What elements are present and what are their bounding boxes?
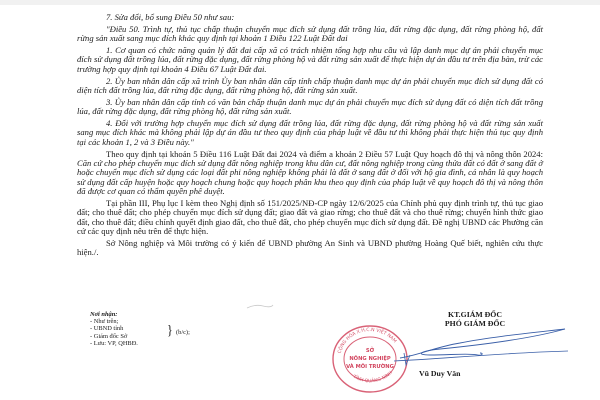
signature-title-line1: KT.GIÁM ĐỐC <box>448 310 502 319</box>
document-body <box>77 13 543 260</box>
recipient-item: - Giám đốc Sở <box>90 332 128 340</box>
item-7-heading: 7. Sửa đổi, bổ sung Điều 50 như sau: <box>106 12 235 22</box>
decree-paragraph: Tại phần III, Phụ lục I kèm theo Nghị định số 151/2025/NĐ-CP ngày 12/6/2025 của Chính phủ quy định trình tự, thủ tục giao đất; cho thuê đất; cho phép chuyển mục đích sử dụng đất; giao đất và giao rừng; cho thuê đất và cho thuê rừng; chuyển hình thức giao đất, cho thuê đất; điều chỉnh quyết định giao đất, cho thuê đất, cho phép chuyển mục đích sử dụng đất. Đề nghị UBND các Phường căn cứ các quy định nêu trên để thực hiện. <box>77 198 543 237</box>
bracket-note: (b/c); <box>176 329 190 336</box>
stamp-line1: SỞ <box>365 348 375 354</box>
law-reference-italic: Căn cứ cho phép chuyển mục đích sử dụng đất nông nghiệp trong khu dân cư, đất nông nghiệp trong cùng thửa đất có đất ở sang đất ở hoặc chuyển mục đích sử dụng các loại đất phi nông nghiệp không phải là đất ở sang đất ở đối với hộ gia đình, cá nhân là quy hoạch sử dụng đất cấp huyện hoặc quy hoạch chung hoặc quy hoạch phân khu theo quy định của pháp luật về quy hoạch đô thị và nông thôn đã được cơ quan có thẩm quyền phê duyệt. <box>77 158 543 197</box>
signer-name: Vũ Duy Vân <box>419 369 461 378</box>
stamp-outer-bottom: TỈNH QUẢNG NINH <box>351 370 394 385</box>
bracket-icon: } <box>167 322 173 338</box>
clause-2: 2. Ủy ban nhân dân cấp xã trình Ủy ban nhân dân cấp tỉnh chấp thuận danh mục dự án phải chuyển mục đích sử dụng đất có diện tích đất trồng lúa, đất rừng đặc dụng, đất rừng phòng hộ, đất rừng sản xuất. <box>77 75 543 96</box>
stamp-line2: NÔNG NGHIỆP <box>349 356 391 362</box>
recipients-header: Nơi nhận: <box>90 311 118 318</box>
law-reference-paragraph <box>77 150 543 197</box>
recipients-block <box>90 311 190 347</box>
signature-title-line2: PHÓ GIÁM ĐỐC <box>444 318 506 328</box>
recipient-item: - Như trên; <box>90 318 119 326</box>
clause-1: 1. Cơ quan có chức năng quản lý đất đai cấp xã có trách nhiệm tổng hợp nhu cầu và lập danh mục dự án phải chuyển mục đích sử dụng đất trồng lúa, đất rừng đặc dụng, đất rừng phòng hộ và đất rừng sản xuất để thực hiện dự án đầu tư trên địa bàn, trừ các trường hợp quy định tại khoản 4 Điều 67 Luật Đất đai. <box>77 45 543 74</box>
law-reference-text: Theo quy định tại khoản 5 Điều 116 Luật Đất đai 2024 và điểm a khoản 2 Điều 57 Luật Quy hoạch đô thị và nông thôn 2024: <box>106 148 543 159</box>
handwritten-signature <box>380 325 580 375</box>
top-bar <box>0 0 600 5</box>
clause-3: 3. Ủy ban nhân dân cấp tỉnh có văn bản chấp thuận danh mục dự án phải chuyển mục đích sử dụng đất có diện tích đất trồng lúa, đất rừng đặc dụng, đất rừng phòng hộ, đất rừng sản xuất. <box>77 96 543 117</box>
closing-paragraph: Sở Nông nghiệp và Môi trường có ý kiến để UBND phường An Sinh và UBND phường Hoàng Quế biết, nghiên cứu thực hiện./. <box>77 238 543 258</box>
clause-4: 4. Đối với trường hợp chuyển mục đích sử dụng đất trồng lúa, đất rừng đặc dụng, đất rừng phòng hộ và đất rừng sản xuất sang mục đích khác mà không phải lập dự án đầu tư theo quy định của pháp luật về đầu tư thì không phải thực hiện thủ tục quy định tại các khoản 1, 2 và 3 Điều này." <box>77 118 543 147</box>
article-50-title: "Điều 50. Trình tự, thủ tục chấp thuận chuyển mục đích sử dụng đất trồng lúa, đất rừng đặc dụng, đất rừng phòng hộ, đất rừng sản xuất sang mục đích khác quy định tại khoản 1 Điều 122 Luật Đất đai <box>77 23 543 44</box>
recipient-item: - Lưu: VP, QHBĐ. <box>90 339 138 347</box>
stamp-line3: VÀ MÔI TRƯỜNG <box>346 364 394 370</box>
recipient-item: - UBND tỉnh <box>90 325 124 333</box>
stamp-outer-top: CỘNG HÒA X.H.C.N VIỆT NAM <box>337 327 397 355</box>
